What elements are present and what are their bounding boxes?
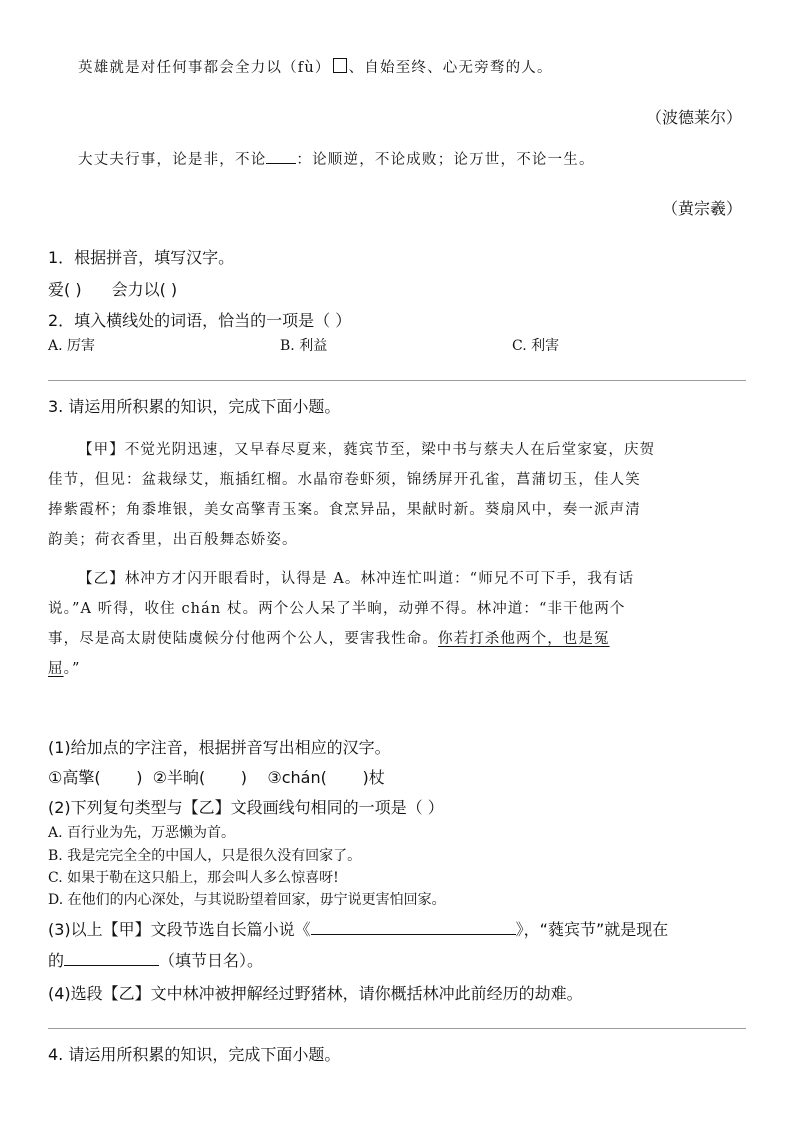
passage-yi-line: 【乙】林冲方才闪开眼看时，认得是 A。林冲连忙叫道：“师兄不可下手，我有话: [78, 571, 635, 587]
passage-jia: [48, 435, 748, 555]
quote2-line: [78, 148, 595, 169]
q2-option-b[interactable]: B. 利益: [280, 338, 328, 354]
q3-sub2-option-c[interactable]: C. 如果于勒在这只船上，那会叫人多么惊喜呀!: [48, 870, 339, 886]
q3-sub3-text-a: (3)以上【甲】文段节选自长篇小说《: [48, 920, 311, 939]
q3-title: 3. 请运用所积累的知识，完成下面小题。: [48, 397, 341, 416]
answer-box[interactable]: [333, 58, 347, 73]
quote2-blank[interactable]: [266, 149, 296, 164]
divider: [48, 1028, 746, 1029]
q3-sub2-option-a[interactable]: A. 百行业为先，万恶懒为首。: [48, 825, 236, 841]
quote2-source: （黄宗羲）: [661, 199, 742, 218]
quote2-text-b: ：论顺逆，不论成败；论万世，不论一生。: [296, 152, 595, 168]
passage-yi: [48, 564, 748, 684]
q3-sub2-option-d[interactable]: D. 在他们的内心深处，与其说盼望着回家，毋宁说更害怕回家。: [48, 892, 446, 908]
q3-sub2-option-b[interactable]: B. 我是完完全全的中国人，只是很久没有回家了。: [48, 848, 362, 864]
q1-items: [48, 277, 177, 300]
quote1-text-b: 、自始至终、心无旁骛的人。: [348, 60, 553, 76]
q3-sub3-text-b: 》，“蕤宾节”就是现在: [515, 920, 669, 939]
novel-title-blank[interactable]: [311, 920, 516, 935]
quote2-text-a: 大丈夫行事，论是非，不论: [78, 152, 267, 168]
q3-sub3-text-c: 的: [48, 951, 65, 970]
q2-option-a[interactable]: A. 厉害: [48, 338, 96, 354]
q1-title: 1．根据拼音，填写汉字。: [48, 248, 235, 267]
q3-sub3-text-d: （填节日名）。: [159, 951, 264, 970]
q4-title: 4. 请运用所积累的知识，完成下面小题。: [48, 1045, 341, 1064]
passage-yi-line: [48, 654, 748, 684]
q3-sub3-line2: [48, 948, 263, 971]
q2-title: 2．填入横线处的词语，恰当的一项是（ ）: [48, 311, 352, 330]
passage-jia-line: 捧紫霞杯；角黍堆银，美女高擎青玉案。食烹异品，果献时新。葵扇风中，奏一派声清: [48, 502, 641, 518]
q3-sub2-title: (2)下列复句类型与【乙】文段画线句相同的一项是（ ）: [48, 798, 444, 817]
underlined-sentence: 你若打杀他两个，也是冤: [438, 631, 610, 647]
quote1-line: [78, 56, 553, 77]
underlined-sentence-end: 屈: [48, 661, 64, 677]
quote1-source: （波德莱尔）: [645, 108, 742, 127]
passage-yi-line: 说。”A 听得，收住 chán 杖。两个公人呆了半晌，动弹不得。林冲道：“非干他两个: [48, 601, 626, 617]
passage-jia-line: 韵美；荷衣香里，出百般舞态娇姿。: [48, 532, 298, 548]
passage-yi-line: [48, 624, 748, 654]
passage-yi-text: 。”: [63, 661, 81, 677]
q3-sub1-title: (1)给加点的字注音，根据拼音写出相应的汉字。: [48, 738, 391, 757]
q3-sub1-items: ①高擎( ) ②半晌( ) ③chán( )杖: [48, 768, 385, 787]
q3-sub3-line1: [48, 917, 668, 940]
q1-item-b: 会力以( ): [111, 280, 178, 299]
q1-item-a: 爱( ): [48, 280, 82, 299]
passage-jia-line: 【甲】不觉光阴迅速，又早春尽夏来，蕤宾节至，梁中书与蔡夫人在后堂家宴，庆贺: [78, 442, 656, 458]
passage-yi-text: 事，尽是高太尉使陆虞候分付他两个公人，要害我性命。: [48, 631, 438, 647]
divider: [48, 380, 746, 381]
passage-jia-line: 佳节，但见：盆栽绿艾，瓶插红榴。水晶帘卷虾须，锦绣屏开孔雀，菖蒲切玉，佳人笑: [48, 472, 641, 488]
quote1-text-a: 英雄就是对任何事都会全力以（fù）: [78, 60, 331, 76]
q2-option-c[interactable]: C. 利害: [512, 338, 560, 354]
q3-sub4: (4)选段【乙】文中林冲被押解经过野猪林，请你概括林冲此前经历的劫难。: [48, 984, 583, 1003]
festival-blank[interactable]: [64, 951, 159, 966]
